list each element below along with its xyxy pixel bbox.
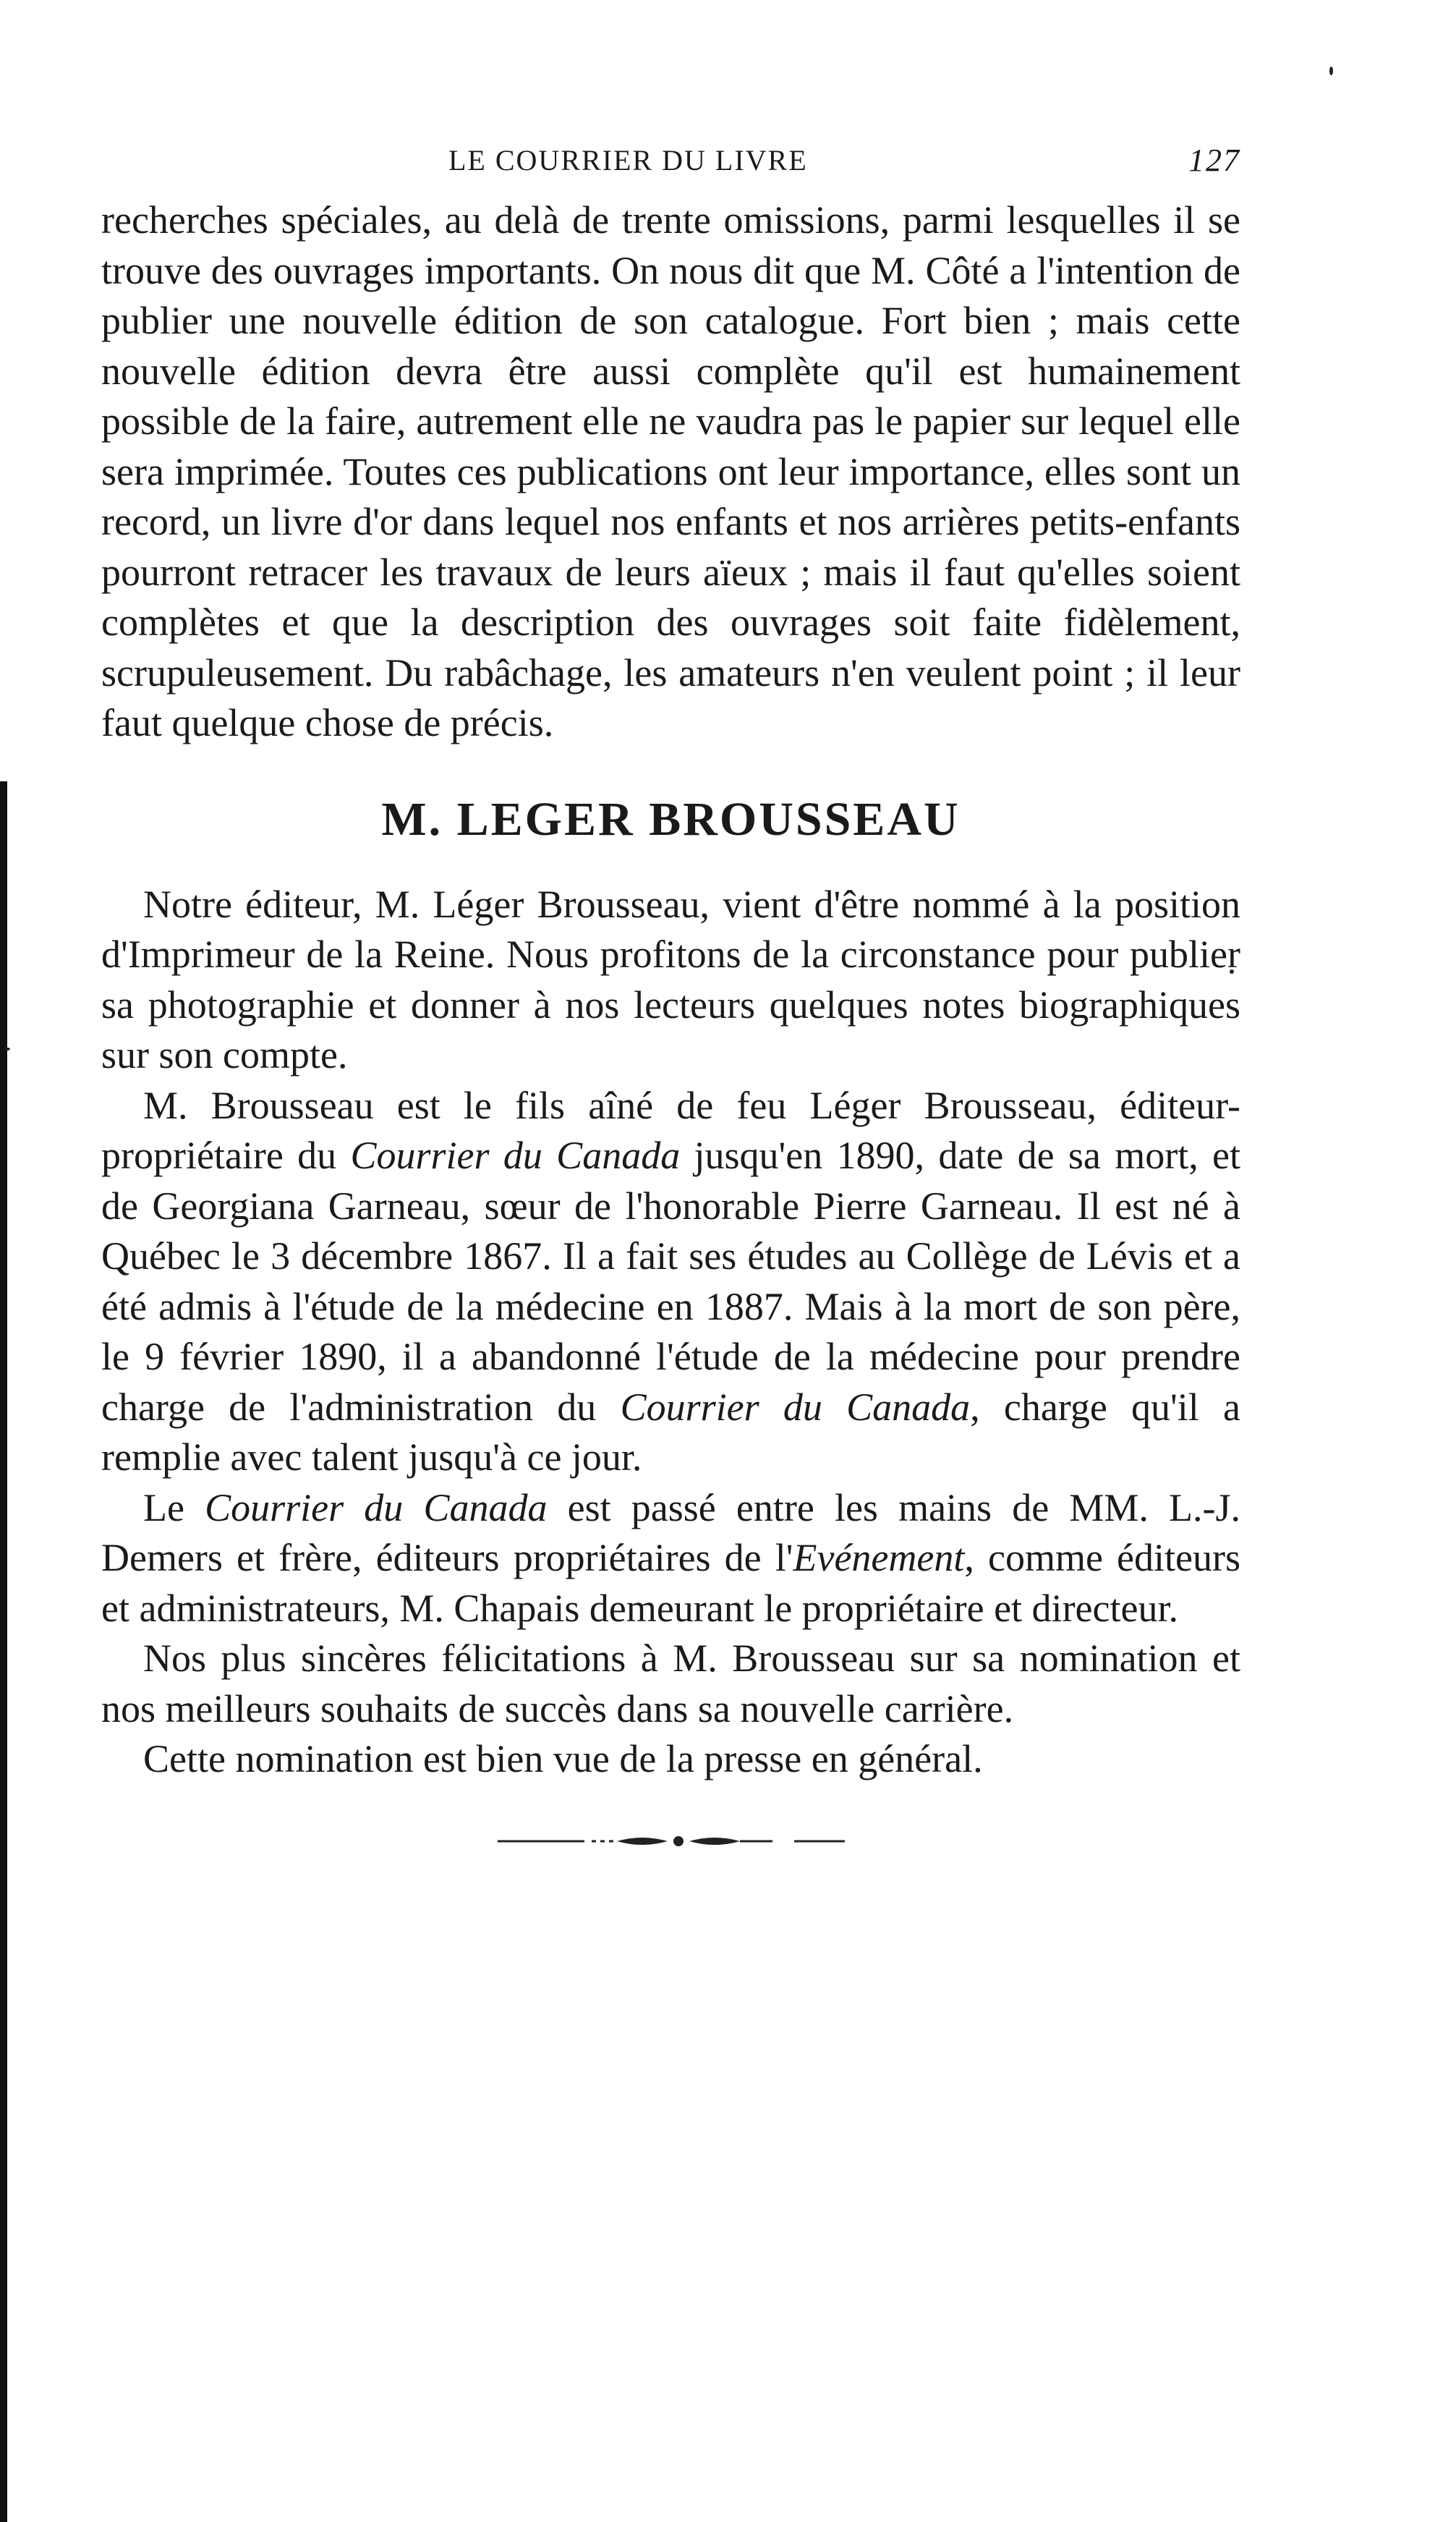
newspaper-title: Courrier du Canada xyxy=(205,1485,548,1529)
article-paragraph-2 xyxy=(101,1081,1240,1483)
newspaper-title: Courrier du Canada xyxy=(620,1385,971,1429)
book-page xyxy=(101,137,1240,1848)
section-end-ornament xyxy=(498,1834,845,1848)
article-heading: M. LEGER BROUSSEAU xyxy=(381,792,961,846)
page-number: 127 xyxy=(1188,143,1240,178)
text-run: M. Brousseau est le fils aîné de feu Léger Brousseau, éditeur-propriétaire du xyxy=(101,1083,1240,1177)
newspaper-title: Courrier du Canada xyxy=(350,1134,681,1177)
running-head-title: LE COURRIER DU LIVRE xyxy=(448,144,808,177)
scan-speck xyxy=(1329,67,1333,75)
text-run: , charge qu'il a remplie avec talent jusqu'à ce jour. xyxy=(101,1385,1240,1479)
text-run: est passé entre les mains de MM. L.-J. Demers et frère, éditeurs propriétaires de l' xyxy=(101,1485,1240,1579)
scan-speck xyxy=(4,1048,10,1050)
newspaper-title: Evénement xyxy=(793,1536,965,1579)
continuation-paragraph: recherches spéciales, au delà de trente omissions, parmi lesquelles il se trouve des ouvrages importants. On nous dit que M. Côté a l'intention de publier une nouvelle édition de son catalogue. Fort bien ; mais cette nouvelle édition devra être aussi complète qu'il est humainement possible de la faire, autrement elle ne vaudra pas le papier sur lequel elle sera imprimée. Toutes ces publications ont leur importance, elles sont un record, un livre d'or dans lequel nos enfants et nos arrières petits-enfants pourront retracer les travaux de leurs aïeux ; mais il faut qu'elles soient complètes et que la description des ouvrages soit faite fidèlement, scrupuleusement. Du rabâchage, les amateurs n'en veulent point ; il leur faut quelque chose de précis. xyxy=(101,198,1240,744)
running-head xyxy=(101,137,1240,188)
text-run: Le xyxy=(143,1485,205,1529)
article-paragraph-4: Nos plus sincères félicitations à M. Brousseau sur sa nomination et nos meilleurs souhaits de succès dans sa nouvelle carrière. xyxy=(101,1636,1240,1731)
article-paragraph-5: Cette nomination est bien vue de la presse en général. xyxy=(143,1737,983,1780)
article-paragraph-1: Notre éditeur, M. Léger Brousseau, vient d'être nommé à la position d'Imprimeur de la Reine. Nous profitons de la circonstance pour publier sa photographie et donner à nos lecteurs quelques notes biographiques sur son compte. xyxy=(101,882,1240,1077)
scan-edge-shadow xyxy=(0,781,7,2522)
text-run: , comme éditeurs et administrateurs, M. Chapais demeurant le propriétaire et directeur. xyxy=(101,1536,1240,1630)
article-paragraph-3 xyxy=(101,1483,1240,1634)
text-run: jusqu'en 1890, date de sa mort, et de Georgiana Garneau, sœur de l'honorable Pierre Garneau. Il est né à Québec le 3 décembre 1867. Il a fait ses études au Collège de Lévis et a été admis à l'étude de la médecine en 1887. Mais à la mort de son père, le 9 février 1890, il a abandonné l'étude de la médecine pour prendre charge de l'administration du xyxy=(101,1134,1241,1429)
